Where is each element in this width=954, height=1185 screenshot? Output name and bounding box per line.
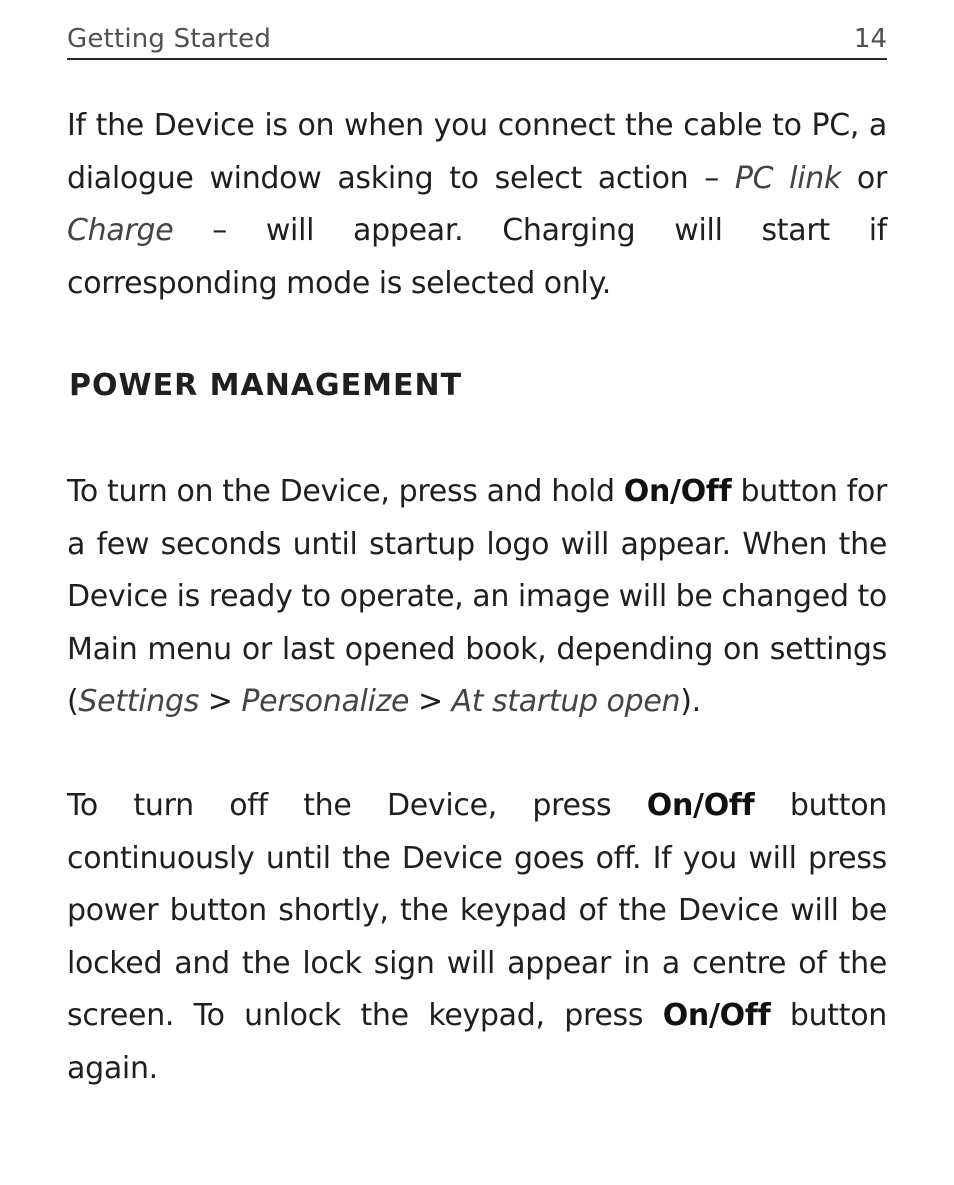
bold-on-off: On/Off	[646, 788, 755, 823]
paragraph-turn-on	[67, 466, 887, 729]
text-run: To turn off the Device, press	[67, 788, 647, 823]
italic-at-startup-open: At startup open	[451, 684, 681, 719]
text-run: If the Device is on when you connect the cable to PC, a dialogue window asking to select action –	[67, 108, 887, 196]
paragraph-turn-off	[67, 780, 887, 1095]
section-heading: POWER MANAGEMENT	[69, 368, 463, 403]
text-run: To turn on the Device, press and hold	[67, 474, 624, 509]
bold-on-off: On/Off	[662, 998, 771, 1033]
italic-personalize: Personalize	[241, 684, 410, 719]
page-number: 14	[853, 24, 887, 54]
text-run: button for a few seconds until startup logo will appear. When the Device is ready to operate, an image will be changed to Main menu or last opened book, depending on settings (	[67, 474, 887, 719]
paragraph-charging	[67, 100, 887, 310]
text-run: >	[409, 684, 452, 719]
page-header	[67, 22, 887, 60]
italic-pc-link: PC link	[734, 160, 842, 196]
italic-charge: Charge	[67, 213, 174, 248]
text-run: or	[841, 160, 888, 196]
text-run: >	[199, 684, 242, 719]
text-run: – will appear. Charging will start if corresponding mode is selected only.	[67, 213, 887, 301]
text-run: button again.	[67, 998, 887, 1086]
bold-on-off: On/Off	[623, 474, 732, 509]
text-run: ).	[680, 684, 701, 719]
section-title: Getting Started	[67, 24, 272, 54]
italic-settings: Settings	[78, 684, 200, 719]
text-run: button continuously until the Device goes off. If you will press power button shortly, the keypad of the Device will be locked and the lock sign will appear in a centre of the screen. To unlock the keypad, press	[67, 788, 887, 1033]
